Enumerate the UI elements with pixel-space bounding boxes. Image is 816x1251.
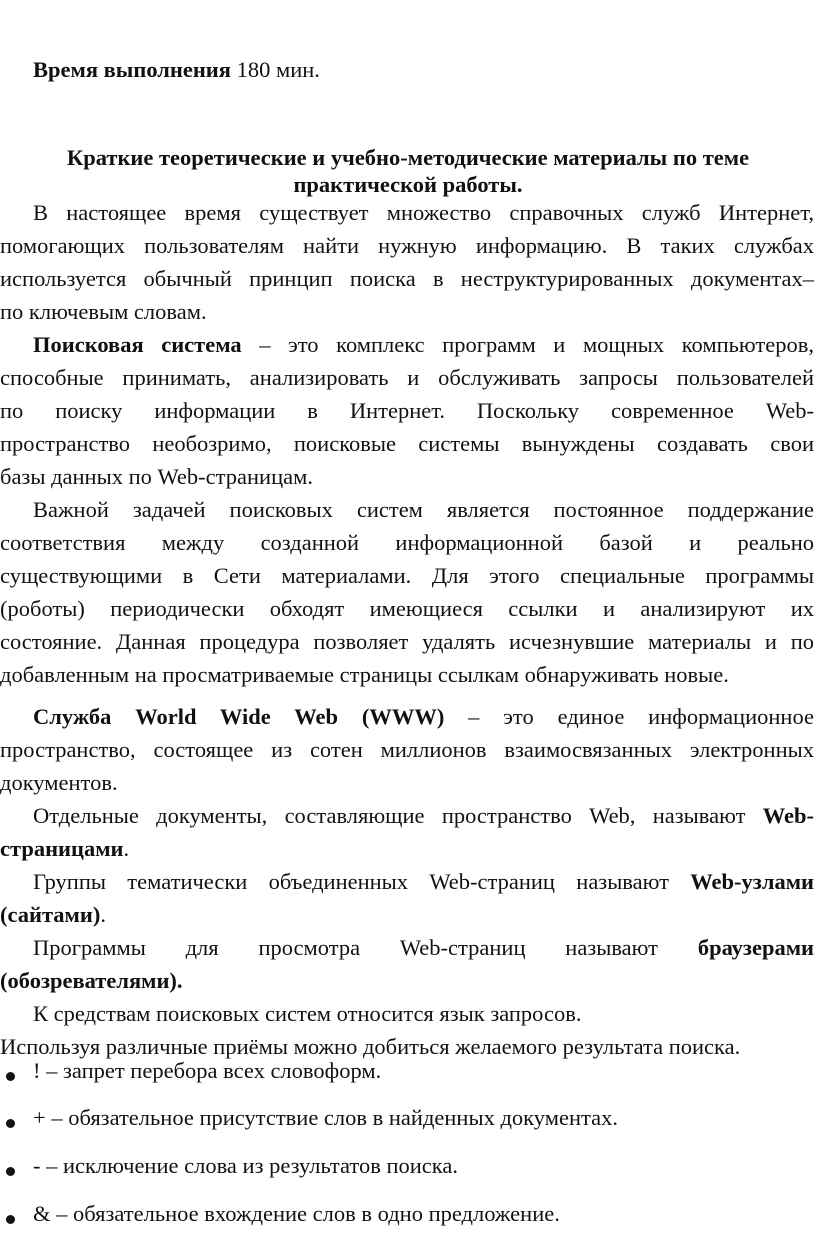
- p6-line-1: Группы тематически объединенных Web-страниц называют Web-узлами: [33, 869, 815, 894]
- p1-line-4: по ключевым словам.: [0, 299, 207, 324]
- section-title-line-1: Краткие теоретические и учебно-методические материалы по теме: [66, 145, 750, 170]
- p3-line-3: существующими в Сети материалами. Для этого специальные программы: [0, 563, 814, 588]
- p3-line-5: состояние. Данная процедура позволяет удалять исчезнувшие материалы и по: [0, 629, 814, 654]
- time-value: 180 мин.: [236, 57, 320, 82]
- p1-line-3: используется обычный принцип поиска в неструктурированных документах–: [0, 266, 814, 291]
- bullet-icon: [6, 1215, 15, 1224]
- p5-line-1: Отдельные документы, составляющие пространство Web, называют Web-: [33, 803, 815, 828]
- term-www: Служба World Wide Web (WWW): [33, 704, 445, 729]
- p5-line-2: страницами.: [0, 836, 130, 861]
- p1-line-1: В настоящее время существует множество справочных служб Интернет,: [33, 200, 814, 225]
- p7-line-1: Программы для просмотра Web-страниц называют браузерами: [33, 935, 815, 960]
- p2-line-4: пространство необозримо, поисковые системы вынуждены создавать свои: [0, 431, 814, 456]
- p3-line-2: соответствия между созданной информационной базой и реально: [0, 530, 814, 555]
- time-label: Время выполнения: [33, 57, 231, 82]
- bullet-text: + – обязательное присутствие слов в найденных документах.: [33, 1105, 618, 1130]
- section-title-line-2: практической работы.: [293, 172, 523, 197]
- term-browsers: браузерами: [697, 935, 815, 960]
- term-web-pages: Web-: [762, 803, 815, 828]
- p2-line-3: по поиску информации в Интернет. Поскольку современное Web-: [0, 398, 814, 423]
- p7-line-2: (обозревателями).: [0, 968, 183, 993]
- bullet-text: ! – запрет перебора всех словоформ.: [33, 1058, 382, 1083]
- p6-line-2: (сайтами).: [0, 902, 106, 927]
- bullet-text: & – обязательное вхождение слов в одно предложение.: [33, 1201, 560, 1226]
- bullet-icon: [6, 1072, 15, 1081]
- p4-line-3: документов.: [0, 770, 118, 795]
- p4-line-1: Служба World Wide Web (WWW) – это единое информационное: [33, 704, 814, 729]
- p4-line-2: пространство, состоящее из сотен миллионов взаимосвязанных электронных: [0, 737, 814, 762]
- bullet-icon: [6, 1167, 15, 1176]
- p8-line-1: К средствам поисковых систем относится язык запросов.: [33, 1001, 582, 1026]
- p3-line-4: (роботы) периодически обходят имеющиеся ссылки и анализируют их: [0, 596, 814, 621]
- p3-line-6: добавленным на просматриваемые страницы ссылкам обнаруживать новые.: [0, 662, 729, 687]
- bullet-icon: [6, 1119, 15, 1128]
- bullet-text: - – исключение слова из результатов поиска.: [33, 1153, 458, 1178]
- term-web-nodes: Web-узлами: [690, 869, 815, 894]
- p1-line-2: помогающих пользователям найти нужную информацию. В таких службах: [0, 233, 814, 258]
- p3-line-1: Важной задачей поисковых систем является постоянное поддержание: [33, 497, 814, 522]
- p2-line-2: способные принимать, анализировать и обслуживать запросы пользователей: [0, 365, 814, 390]
- term-search-system: Поисковая система: [33, 332, 242, 357]
- p2-line-5: базы данных по Web-страницам.: [0, 464, 313, 489]
- time-line: [33, 57, 320, 83]
- p2-line-1: Поисковая система – это комплекс программ и мощных компьютеров,: [33, 332, 815, 357]
- p9-line-1: Используя различные приёмы можно добиться желаемого результата поиска.: [0, 1034, 741, 1059]
